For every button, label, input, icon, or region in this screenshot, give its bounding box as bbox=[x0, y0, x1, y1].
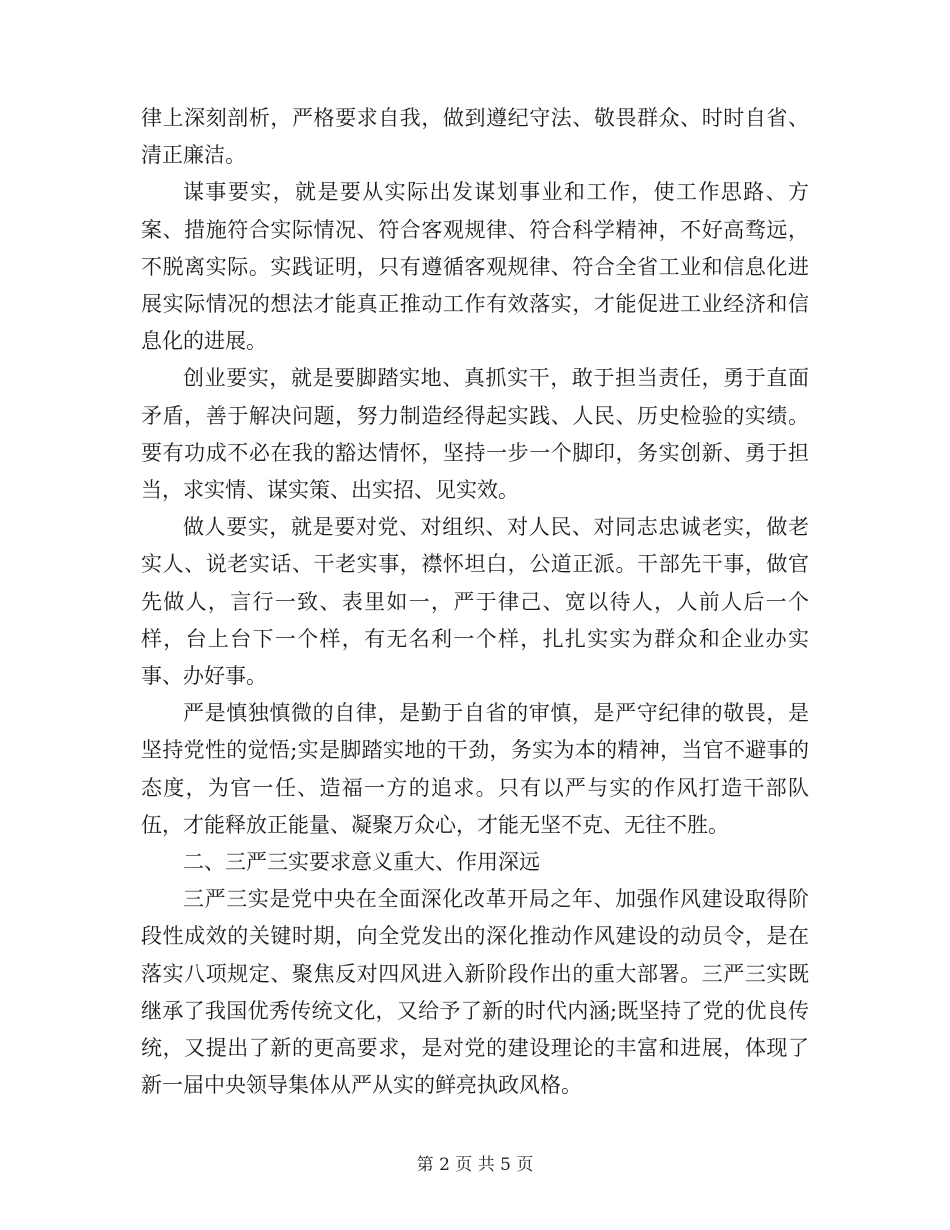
paragraph-5: 严是慎独慎微的自律，是勤于自省的审慎，是严守纪律的敬畏，是坚持党性的觉悟;实是脚踏实地的干劲，务实为本的精神，当官不避事的态度，为官一任、造福一方的追求。只有以严与实的作风打造干部队伍，才能释放正能量、凝聚万众心，才能无坚不克、无往不胜。 bbox=[141, 701, 809, 837]
page-number-footer: 第 2 页 共 5 页 bbox=[416, 1155, 534, 1175]
paragraph-6: 三严三实是党中央在全面深化改革开局之年、加强作风建设取得阶段性成效的关键时期，向全党发出的深化推动作风建设的动员令，是在落实八项规定、聚焦反对四风进入新阶段作出的重大部署。三严三实既继承了我国优秀传统文化，又给予了新的时代内涵;既坚持了党的优良传统，又提出了新的更高要求，是对党的建设理论的丰富和进展，体现了新一届中央领导集体从严从实的鲜亮执政风格。 bbox=[141, 887, 809, 1098]
section-heading: 二、三严三实要求意义重大、作用深远 bbox=[183, 850, 540, 875]
paragraph-1: 律上深刻剖析，严格要求自我，做到遵纪守法、敬畏群众、时时自省、清正廉洁。 bbox=[141, 106, 809, 168]
paragraph-3: 创业要实，就是要脚踏实地、真抓实干，敢于担当责任，勇于直面矛盾，善于解决问题，努力制造经得起实践、人民、历史检验的实绩。要有功成不必在我的豁达情怀，坚持一步一个脚印，务实创新、勇于担当，求实情、谋实策、出实招、见实效。 bbox=[141, 366, 809, 503]
paragraph-2: 谋事要实，就是要从实际出发谋划事业和工作，使工作思路、方案、措施符合实际情况、符合客观规律、符合科学精神，不好高骛远，不脱离实际。实践证明，只有遵循客观规律、符合全省工业和信息化进展实际情况的想法才能真正推动工作有效落实，才能促进工业经济和信息化的进展。 bbox=[141, 180, 809, 354]
paragraph-4: 做人要实，就是要对党、对组织、对人民、对同志忠诚老实，做老实人、说老实话、干老实事，襟怀坦白，公道正派。干部先干事，做官先做人，言行一致、表里如一，严于律己、宽以待人，人前人后一个样，台上台下一个样，有无名利一个样，扎扎实实为群众和企业办实事、办好事。 bbox=[141, 515, 809, 689]
document-body bbox=[141, 100, 809, 1104]
